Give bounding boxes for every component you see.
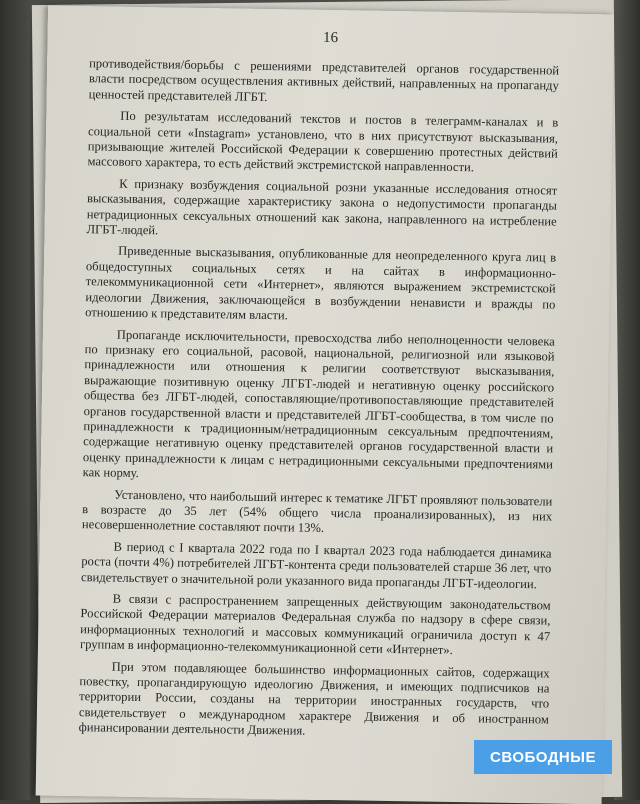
paragraph: По результатам исследований текстов и постов в телеграмм-каналах и в социальной сети «Instagram» установлено, что в них присутствуют высказывания, призывающие жителей Российской Федерации к совершению протестных действий массового характера, то есть действий экстремистской направленности. bbox=[87, 108, 559, 175]
desk-left-edge bbox=[0, 0, 30, 800]
paragraph: В связи с распространением запрещенных действующим законодательством Российской Федерации материалов Федеральная служба по надзору в сфере связи, информационных технологий и массовых коммуникаций ограничила доступ к 47 группам в информационно-телекоммуникационной сети «Интернет». bbox=[79, 591, 551, 658]
page-number: 16 bbox=[322, 29, 339, 47]
paragraph: Пропаганде исключительности, превосходства либо неполноценности человека по признаку его социальной, расовой, национальной, религиозной или языковой принадлежности или отношения к религии соответствуют высказывания, выражающие позитивную оценку ЛГБТ-людей и негативную оценку российского общества без ЛГБТ-людей, сопоставляющие/противопоставляющие представителей органов государственной власти и представителей ЛГБТ-сообщества, в том числе по принадлежности к традиционным/нетрадиционным сексуальным предпочтениям, содержащие негативную оценку представителей органов государственной власти и оценку принадлежности к лицам с нетрадиционными сексуальными предпочтениями как норму. bbox=[82, 327, 555, 481]
watermark-logo: СВОБОДНЫЕ bbox=[474, 740, 612, 774]
paragraph: противодействия/борьбы с решениями представителей органов государственной власти посредством осуществления активных действий, направленных на пропаганду ценностей представителей ЛГБТ. bbox=[88, 56, 560, 104]
paragraph: Приведенные высказывания, опубликованные для неопределенного круга лиц в общедоступных социальных сетях и на сайтах в информационно-телекоммуникационной сети «Интернет», являются выражением экстремистской идеологии Движения, заключающейся в возбуждении ненависти и вражды по отношению к представителям власти. bbox=[85, 244, 557, 323]
paragraph: Установлено, что наибольший интерес к тематике ЛГБТ проявляют пользователи в возрасте до 35 лет (54% общего числа проанализированных), из них несовершеннолетние составляют почти 13%. bbox=[81, 487, 553, 536]
document-body bbox=[78, 56, 559, 749]
paragraph: К признаку возбуждения социальной розни указанные исследования относят высказывания, содержащие характеристику закона о недопустимости пропаганды нетрадиционных сексуальных отношений как закона, направленного на истребление ЛГБТ-людей. bbox=[86, 176, 558, 238]
paragraph: В период с I квартала 2022 года по I квартал 2023 года наблюдается динамика роста (почти 4%) потребителей ЛГБТ-контента среди пользователей старше 36 лет, что свидетельствует о значительной роли указанного вида пропаганды ЛГБТ-идеологии. bbox=[80, 539, 552, 591]
paragraph: При этом подавляющее большинство информационных сайтов, содержащих повестку, пропагандирующую идеологию Движения, и имеющих подписчиков на территории России, созданы на территории иностранных государств, что свидетельствует о международном характере Движения и об иностранном финансировании деятельности Движения. bbox=[78, 659, 550, 738]
document-page bbox=[36, 6, 614, 804]
